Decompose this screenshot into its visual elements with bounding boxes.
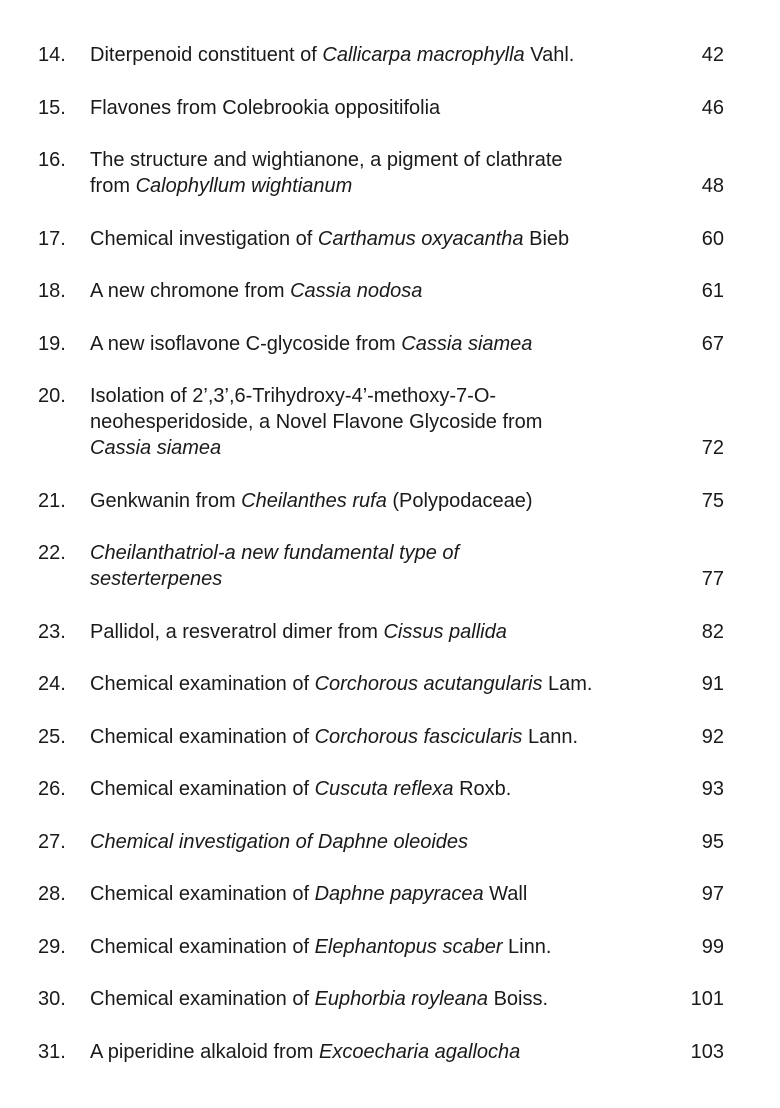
- entry-title: [90, 488, 674, 514]
- entry-number: 18.: [38, 280, 66, 302]
- entry-number: 25.: [38, 725, 66, 748]
- title-text: Chemical examination of: [90, 778, 315, 800]
- title-line: [90, 671, 674, 697]
- entry-number: 30.: [38, 988, 66, 1010]
- title-text: neohesperidoside, a Novel Flavone Glycoside from: [90, 411, 543, 433]
- entry-number: 14.: [38, 44, 66, 66]
- page-number: 61: [701, 280, 724, 302]
- title-text: (Polypodaceae): [386, 489, 533, 512]
- title-text: A new isoflavone C-glycoside from: [90, 332, 402, 355]
- title-text: Flavones from Colebrookia oppositifolia: [90, 96, 441, 119]
- toc-entry: [38, 540, 724, 592]
- entry-title: [90, 934, 674, 960]
- italic-text: Cheilanthes rufa: [241, 489, 387, 512]
- title-text: Chemical examination of: [90, 935, 315, 958]
- title-text: Pallidol, a resveratrol dimer from: [90, 620, 384, 643]
- title-text: Wall: [483, 883, 528, 905]
- title-text: The structure and wightianone, a pigment of clathrate: [90, 149, 563, 171]
- title-text: Vahl.: [524, 44, 575, 66]
- title-text: from: [90, 175, 136, 197]
- entry-title: [90, 42, 674, 68]
- entry-title: [90, 671, 674, 697]
- toc-entry: [38, 671, 724, 697]
- italic-text: Cissus pallida: [383, 620, 507, 643]
- page-number: 99: [701, 935, 724, 958]
- entry-title: [90, 881, 674, 907]
- entry-number: 16.: [38, 149, 66, 171]
- title-line: [90, 173, 674, 199]
- page-number: 60: [701, 227, 724, 250]
- page-number: 77: [701, 568, 724, 590]
- entry-title: [90, 829, 674, 855]
- italic-text: Corchorous acutangularis: [314, 673, 543, 695]
- page-number: 95: [701, 830, 724, 853]
- title-text: Lann.: [522, 725, 579, 748]
- italic-text: Cassia siamea: [90, 437, 222, 459]
- title-line: [90, 934, 674, 960]
- title-text: Chemical examination of: [90, 988, 315, 1010]
- title-line: [90, 619, 674, 645]
- page-number: 75: [701, 489, 724, 512]
- page-number: 67: [701, 332, 724, 355]
- toc-entry: [38, 619, 724, 645]
- entry-title: [90, 776, 674, 802]
- entry-number: 29.: [38, 935, 66, 958]
- entry-title: [90, 278, 674, 304]
- italic-text: Excoecharia agallocha: [319, 1040, 521, 1063]
- entry-number: 20.: [38, 385, 66, 407]
- toc-entry: [38, 488, 724, 514]
- title-line: [90, 226, 674, 252]
- italic-text: Cassia nodosa: [290, 280, 423, 302]
- title-text: Chemical examination of: [90, 673, 315, 695]
- title-text: Boiss.: [488, 988, 549, 1010]
- toc-entry: [38, 776, 724, 802]
- title-line: [90, 409, 674, 435]
- toc-entry: [38, 829, 724, 855]
- entry-number: 19.: [38, 332, 66, 355]
- title-line: [90, 724, 674, 750]
- title-line: [90, 1039, 674, 1065]
- page-number: 72: [701, 437, 724, 459]
- entry-title: [90, 147, 674, 199]
- toc-entry: [38, 226, 724, 252]
- title-line: [90, 776, 674, 802]
- italic-text: sesterterpenes: [90, 568, 223, 590]
- toc-entry: [38, 278, 724, 304]
- title-text: A piperidine alkaloid from: [90, 1040, 320, 1063]
- title-line: [90, 435, 674, 461]
- page-number: 42: [701, 44, 724, 66]
- title-line: [90, 986, 674, 1012]
- title-text: A new chromone from: [90, 280, 291, 302]
- title-text: Chemical examination of: [90, 883, 315, 905]
- italic-text: Elephantopus scaber: [314, 935, 503, 958]
- entry-number: 22.: [38, 542, 66, 564]
- entry-number: 23.: [38, 620, 66, 643]
- entry-number: 21.: [38, 489, 66, 512]
- entry-title: [90, 986, 674, 1012]
- entry-number: 27.: [38, 830, 66, 853]
- page-number: 48: [701, 175, 724, 197]
- title-line: [90, 42, 674, 68]
- entry-title: [90, 619, 674, 645]
- table-of-contents: [38, 42, 724, 1091]
- italic-text: Callicarpa macrophylla: [322, 44, 525, 66]
- toc-entry: [38, 1039, 724, 1065]
- title-line: [90, 829, 674, 855]
- italic-text: Calophyllum wightianum: [135, 175, 353, 197]
- toc-entry: [38, 724, 724, 750]
- page-number: 82: [701, 620, 724, 643]
- italic-text: Euphorbia royleana: [314, 988, 489, 1010]
- toc-entry: [38, 147, 724, 199]
- page-number: 101: [690, 988, 724, 1010]
- entry-number: 17.: [38, 227, 66, 250]
- title-text: Lam.: [542, 673, 593, 695]
- title-line: [90, 540, 674, 566]
- title-line: [90, 566, 674, 592]
- title-text: Chemical investigation of: [90, 227, 318, 250]
- entry-title: [90, 95, 674, 121]
- entry-number: 28.: [38, 883, 66, 905]
- page-number: 103: [690, 1040, 724, 1063]
- title-line: [90, 488, 674, 514]
- toc-entry: [38, 331, 724, 357]
- entry-number: 26.: [38, 778, 66, 800]
- italic-text: Corchorous fascicularis: [314, 725, 523, 748]
- italic-text: Cheilanthatriol-a new fundamental type of: [90, 542, 460, 564]
- page-number: 91: [701, 673, 724, 695]
- toc-entry: [38, 986, 724, 1012]
- entry-number: 15.: [38, 96, 66, 119]
- toc-entry: [38, 42, 724, 68]
- title-text: Diterpenoid constituent of: [90, 44, 323, 66]
- title-line: [90, 331, 674, 357]
- page-number: 46: [701, 96, 724, 119]
- title-line: [90, 95, 674, 121]
- italic-text: Daphne papyracea: [314, 883, 484, 905]
- entry-title: [90, 331, 674, 357]
- title-line: [90, 383, 674, 409]
- italic-text: Carthamus oxyacantha: [317, 227, 524, 250]
- title-text: Bieb: [523, 227, 570, 250]
- page-number: 93: [701, 778, 724, 800]
- page-number: 97: [701, 883, 724, 905]
- title-text: Isolation of 2’,3’,6-Trihydroxy-4’-methoxy-7-O-: [90, 385, 497, 407]
- entry-number: 31.: [38, 1040, 66, 1063]
- title-text: Roxb.: [453, 778, 512, 800]
- toc-entry: [38, 95, 724, 121]
- title-line: [90, 278, 674, 304]
- title-text: Chemical examination of: [90, 725, 315, 748]
- entry-number: 24.: [38, 673, 66, 695]
- title-line: [90, 147, 674, 173]
- italic-text: Cuscuta reflexa: [314, 778, 454, 800]
- title-text: Linn.: [502, 935, 552, 958]
- toc-entry: [38, 934, 724, 960]
- entry-title: [90, 724, 674, 750]
- page-number: 92: [701, 725, 724, 748]
- entry-title: [90, 1039, 674, 1065]
- title-text: Genkwanin from: [90, 489, 242, 512]
- title-line: [90, 881, 674, 907]
- italic-text: Chemical investigation of Daphne oleoides: [90, 830, 469, 853]
- entry-title: [90, 383, 674, 461]
- entry-title: [90, 226, 674, 252]
- toc-entry: [38, 881, 724, 907]
- toc-entry: [38, 383, 724, 461]
- entry-title: [90, 540, 674, 592]
- italic-text: Cassia siamea: [401, 332, 533, 355]
